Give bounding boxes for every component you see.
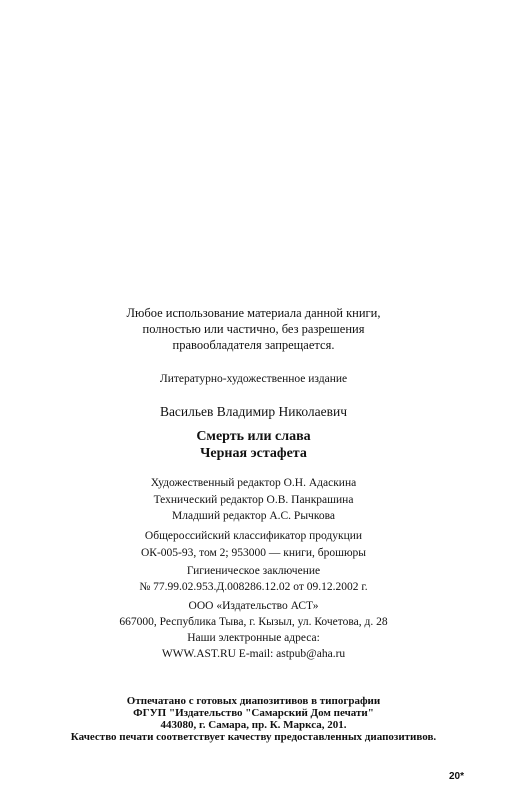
hygiene-line: Гигиеническое заключение — [186, 565, 321, 577]
printing-line: 443080, г. Самара, пр. К. Маркса, 201. — [160, 719, 347, 731]
editor-line: Технический редактор О.В. Панкрашина — [153, 494, 354, 506]
book-title: Черная эстафета — [200, 446, 307, 461]
genre-line: Литературно-художественное издание — [159, 373, 348, 385]
printing-line: Качество печати соответствует качеству предоставленных диапозитивов. — [70, 731, 437, 743]
hygiene-line: № 77.99.02.953.Д.008286.12.02 от 09.12.2002 г. — [139, 581, 368, 593]
book-title: Смерть или слава — [196, 429, 311, 444]
copyright-line: Любое использование материала данной книги, — [126, 306, 381, 320]
publisher-line: Наши электронные адреса: — [187, 632, 320, 644]
editor-line: Художественный редактор О.Н. Адаскина — [150, 477, 357, 489]
classifier-line: ОК-005-93, том 2; 953000 — книги, брошюры — [140, 547, 367, 559]
classifier-line: Общероссийский классификатор продукции — [144, 530, 363, 542]
editor-line: Младший редактор А.С. Рычкова — [172, 510, 335, 522]
printing-line: Отпечатано с готовых диапозитивов в типографии — [126, 695, 381, 707]
publisher-line: ООО «Издательство АСТ» — [188, 600, 319, 612]
publisher-line: WWW.AST.RU E-mail: astpub@aha.ru — [161, 648, 346, 660]
copyright-line: полностью или частично, без разрешения — [142, 322, 365, 336]
author-name: Васильев Владимир Николаевич — [159, 404, 348, 419]
printing-line: ФГУП "Издательство "Самарский Дом печати" — [133, 707, 374, 719]
copyright-line: правообладателя запрещается. — [172, 338, 335, 352]
publisher-line: 667000, Республика Тыва, г. Кызыл, ул. Кочетова, д. 28 — [119, 616, 388, 628]
signature-mark: 20* — [449, 771, 465, 782]
